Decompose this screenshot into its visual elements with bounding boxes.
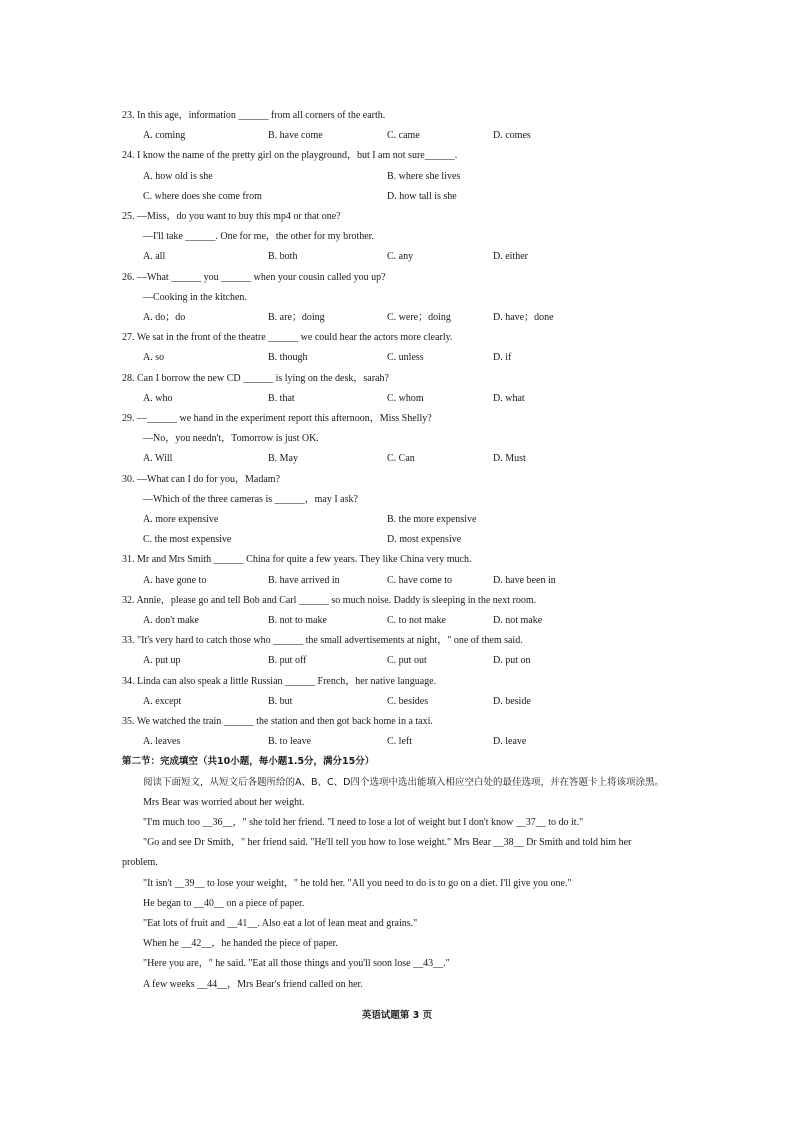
question-stem: 26. —What ______ you ______ when your cousin called you up? <box>122 271 386 283</box>
answer-option: C. where does she come from <box>143 190 262 202</box>
options-row <box>0 694 794 710</box>
passage-line <box>0 815 794 831</box>
question-stem: 25. —Miss，do you want to buy this mp4 or that one? <box>122 211 341 222</box>
question-stem: 28. Can I borrow the new CD ______ is lying on the desk，sarah? <box>122 372 389 384</box>
question-stem: 35. We watched the train ______ the station and then got back home in a taxi. <box>122 716 433 727</box>
passage-text: When he __42__，he handed the piece of paper. <box>143 938 338 950</box>
answer-option: D. not make <box>493 615 543 626</box>
answer-option: C. have come to <box>387 574 452 586</box>
answer-option: D. have；done <box>493 312 554 323</box>
question-stem: 30. —What can I do for you，Madam? <box>122 473 281 485</box>
question-row <box>0 633 794 649</box>
passage-text: A few weeks __44__，Mrs Bear's friend called on her. <box>143 978 363 990</box>
answer-option: A. do；do <box>143 312 186 323</box>
options-row <box>0 169 794 185</box>
answer-option: B. put off <box>268 655 307 667</box>
passage-text: He began to __40__ on a piece of paper. <box>143 897 305 909</box>
answer-option: B. that <box>268 392 295 404</box>
passage-text: "I'm much too __36__，" she told her friend. "I need to lose a lot of weight but I don't know __37__ to do it." <box>143 817 584 828</box>
options-row <box>0 532 794 548</box>
question-continuation-row <box>0 229 794 245</box>
answer-option: A. put up <box>143 655 181 667</box>
answer-option: D. how tall is she <box>387 190 457 202</box>
question-row <box>0 371 794 387</box>
passage-text: "Go and see Dr Smith，" her friend said. "He'll tell you how to lose weight." Mrs Bear __38__ Dr Smith and told him her <box>143 837 632 849</box>
page-footer: 英语试题第 3 页 <box>361 1010 433 1021</box>
question-row <box>0 411 794 427</box>
answer-option: A. Will <box>143 453 173 465</box>
answer-option: D. what <box>493 392 525 404</box>
options-row <box>0 734 794 750</box>
question-row <box>0 270 794 286</box>
question-stem: 31. Mr and Mrs Smith ______ China for quite a few years. They like China very much. <box>122 554 472 566</box>
question-continuation-row <box>0 290 794 306</box>
answer-option: C. were；doing <box>387 312 451 323</box>
answer-option: C. to not make <box>387 615 446 626</box>
passage-line <box>0 855 794 871</box>
answer-option: B. are；doing <box>268 312 325 323</box>
answer-option: A. all <box>143 251 166 263</box>
passage-line <box>0 936 794 952</box>
answer-option: C. left <box>387 736 412 748</box>
answer-option: D. either <box>493 251 528 263</box>
options-row <box>0 613 794 629</box>
question-continuation: —No，you needn't，Tomorrow is just OK. <box>143 433 319 445</box>
answer-option: C. besides <box>387 695 429 707</box>
passage-line <box>0 916 794 932</box>
passage-text: "It isn't __39__ to lose your weight，" he told her. "All you need to do is to go on a diet. I'll give you one." <box>143 877 572 889</box>
options-row <box>0 451 794 467</box>
options-row <box>0 350 794 366</box>
answer-option: D. beside <box>493 695 531 707</box>
question-continuation: —I'll take ______. One for me，the other for my brother. <box>143 231 374 243</box>
answer-option: C. came <box>387 130 420 142</box>
answer-option: B. have arrived in <box>268 574 340 586</box>
passage-line <box>0 835 794 851</box>
footer-row <box>0 1008 794 1024</box>
answer-option: B. to leave <box>268 736 312 748</box>
options-row <box>0 653 794 669</box>
answer-option: D. if <box>493 352 512 364</box>
answer-option: D. put on <box>493 655 531 667</box>
answer-option: A. leaves <box>143 736 181 748</box>
question-row <box>0 108 794 124</box>
answer-option: B. not to make <box>268 615 327 626</box>
answer-option: A. who <box>143 392 173 404</box>
options-row <box>0 512 794 528</box>
question-stem: 34. Linda can also speak a little Russian ______ French，her native language. <box>122 675 437 687</box>
question-stem: 24. I know the name of the pretty girl on the playground，but I am not sure______. <box>122 150 458 162</box>
answer-option: A. more expensive <box>143 514 219 525</box>
question-stem: 33. "It's very hard to catch those who ______ the small advertisements at night，" one of them said. <box>122 635 523 647</box>
answer-option: B. where she lives <box>387 170 461 182</box>
question-row <box>0 472 794 488</box>
answer-option: B. have come <box>268 130 323 142</box>
answer-option: C. whom <box>387 392 424 404</box>
section-title: 第二节：完成填空（共10小题，每小题1.5分，满分15分） <box>122 756 375 768</box>
answer-option: D. Must <box>493 453 526 465</box>
answer-option: C. any <box>387 251 414 263</box>
question-stem: 23. In this age，information ______ from all corners of the earth. <box>122 110 386 121</box>
question-continuation: —Cooking in the kitchen. <box>143 291 247 303</box>
options-row <box>0 573 794 589</box>
answer-option: B. but <box>268 695 293 707</box>
options-row <box>0 310 794 326</box>
question-row <box>0 330 794 346</box>
answer-option: B. both <box>268 251 298 263</box>
question-stem: 27. We sat in the front of the theatre ______ we could hear the actors more clearly. <box>122 332 453 344</box>
passage-line <box>0 977 794 993</box>
answer-option: C. unless <box>387 352 424 364</box>
question-stem: 29. —______ we hand in the experiment report this afternoon，Miss Shelly? <box>122 413 432 424</box>
passage-text: Mrs Bear was worried about her weight. <box>143 796 305 808</box>
section-instruction: 阅读下面短文，从短文后各题所给的A、B、C、D四个选项中选出能填入相应空白处的最佳选项，并在答题卡上将该项涂黑。 <box>143 776 664 788</box>
passage-text: "Eat lots of fruit and __41__. Also eat a lot of lean meat and grains." <box>143 918 418 929</box>
options-row <box>0 128 794 144</box>
answer-option: A. coming <box>143 130 186 142</box>
question-continuation: —Which of the three cameras is ______，may I ask? <box>143 493 358 505</box>
passage-line <box>0 956 794 972</box>
question-row <box>0 148 794 164</box>
answer-option: D. leave <box>493 736 527 748</box>
question-continuation-row <box>0 492 794 508</box>
answer-option: A. so <box>143 352 165 364</box>
passage-line <box>0 876 794 892</box>
question-row <box>0 209 794 225</box>
answer-option: A. how old is she <box>143 170 213 182</box>
question-row <box>0 714 794 730</box>
passage-text: problem. <box>122 857 158 869</box>
question-row <box>0 552 794 568</box>
question-row <box>0 593 794 609</box>
answer-option: A. have gone to <box>143 574 207 586</box>
section-instruction-row <box>0 775 794 791</box>
answer-option: A. except <box>143 695 182 707</box>
question-continuation-row <box>0 431 794 447</box>
answer-option: C. put out <box>387 655 427 667</box>
passage-line <box>0 896 794 912</box>
answer-option: B. the more expensive <box>387 514 477 525</box>
options-row <box>0 189 794 205</box>
answer-option: B. though <box>268 352 308 364</box>
passage-text: "Here you are，" he said. "Eat all those things and you'll soon lose __43__." <box>143 958 450 970</box>
passage-line <box>0 795 794 811</box>
answer-option: C. Can <box>387 453 415 465</box>
question-stem: 32. Annie，please go and tell Bob and Carl ______ so much noise. Daddy is sleeping in the next room. <box>122 594 537 606</box>
answer-option: D. most expensive <box>387 534 462 546</box>
answer-option: B. May <box>268 453 298 465</box>
answer-option: D. comes <box>493 130 531 142</box>
options-row <box>0 391 794 407</box>
answer-option: A. don't make <box>143 615 199 626</box>
answer-option: C. the most expensive <box>143 534 232 546</box>
section-title-row <box>0 754 794 770</box>
question-row <box>0 674 794 690</box>
options-row <box>0 249 794 265</box>
answer-option: D. have been in <box>493 574 556 586</box>
